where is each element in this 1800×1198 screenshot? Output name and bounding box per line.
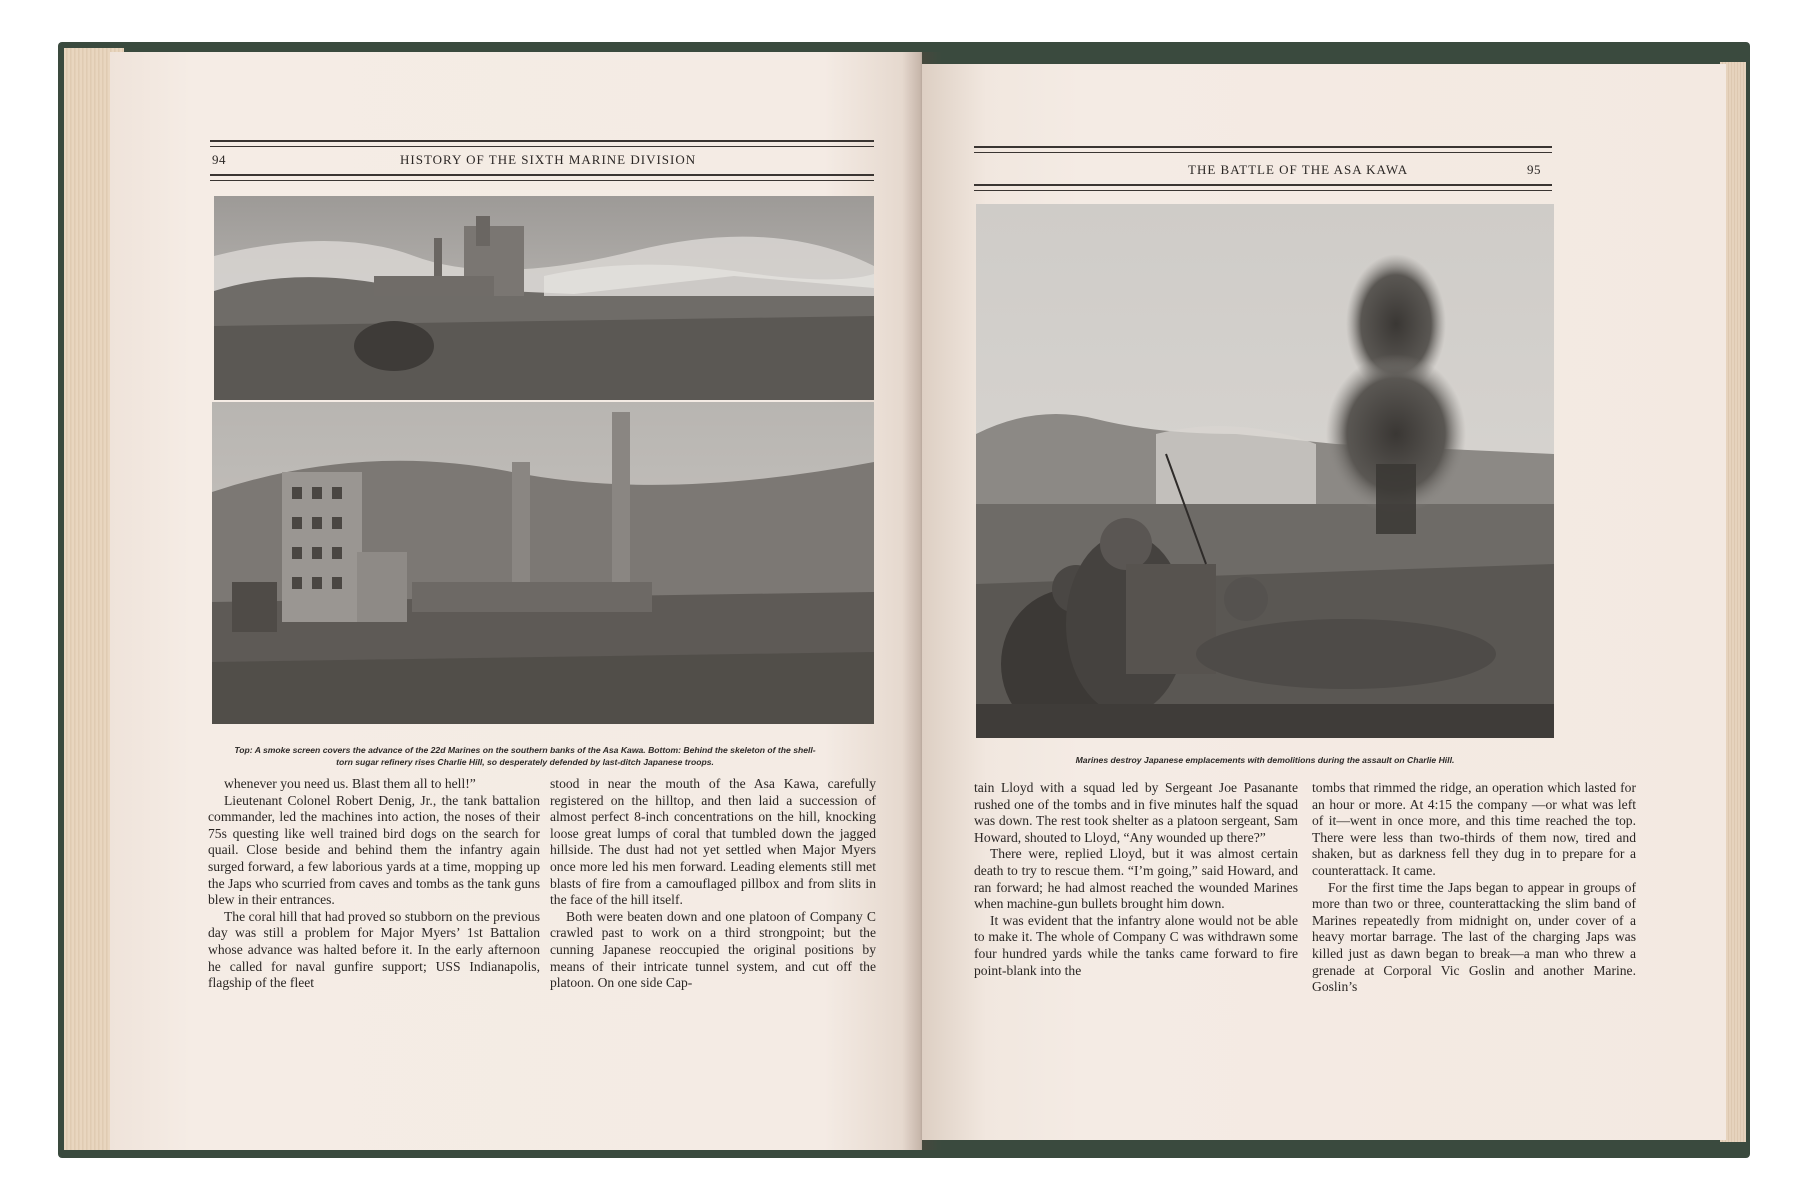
header-rule-top bbox=[974, 146, 1552, 153]
paragraph: tain Lloyd with a squad led by Sergeant Joe Pasanante rushed one of the tombs and in five minutes half the squad was down. The rest took shelter as a platoon sergeant, Sam Howard, shouted to Lloyd, “Any wounded up there?” bbox=[974, 780, 1298, 845]
page-number: 95 bbox=[1527, 162, 1541, 177]
right-page bbox=[922, 64, 1726, 1140]
paragraph: The coral hill that had proved so stubborn on the previous day was still a problem for Major Myers’ 1st Battalion whose advance was halted before it. In the early afternoon he called for naval gunfire support; USS Indianapolis, flagship of the fleet bbox=[208, 908, 540, 991]
photo-caption bbox=[170, 744, 880, 768]
header-rule-top bbox=[210, 140, 874, 147]
paragraph: For the first time the Japs began to appear in groups of more than two or three, counterattacking the slim band of Marines repeatedly from midnight on, under cover of a heavy mortar barrage. The last of the charging Japs was killed just as dawn began to break—a man who threw a grenade at Corporal Vic Goslin and another Marine. Goslin’s bbox=[1312, 879, 1636, 995]
left-page bbox=[110, 52, 922, 1150]
demolition-photo bbox=[976, 204, 1554, 738]
text-column-2 bbox=[550, 776, 876, 992]
photo-caption: Marines destroy Japanese emplacements with demolitions during the assault on Charlie Hill. bbox=[1075, 755, 1455, 765]
paragraph: There were, replied Lloyd, but it was almost certain death to try to rescue them. “I’m going,” said Howard, and ran forward; he had almost reached the wounded Marines when machine-gun bullets brought him down. bbox=[974, 846, 1298, 912]
text-column-2 bbox=[1312, 780, 1636, 996]
page-number: 94 bbox=[212, 152, 226, 167]
header-rule-bottom bbox=[974, 184, 1552, 191]
running-head: HISTORY OF THE SIXTH MARINE DIVISION bbox=[400, 152, 697, 167]
text-column-1 bbox=[208, 776, 540, 992]
photo-caption-line-2: torn sugar refinery rises Charlie Hill, so desperately defended by last-ditch Japanese troops. bbox=[336, 757, 714, 767]
paragraph: Lieutenant Colonel Robert Denig, Jr., the tank battalion commander, led the machines into action, the noses of their 75s questing like well trained bird dogs on the search for quail. Close beside and behind them the infantry again surged forward, a few laborious yards at a time, mopping up the Japs who scurried from caves and tombs as the tank guns blew in their entrances. bbox=[208, 792, 540, 908]
paragraph: stood in near the mouth of the Asa Kawa, carefully registered on the hilltop, and then laid a succession of almost perfect 8-inch concentrations on the hill, knocking loose great lumps of coral that tumbled down the jagged hillside. The dust had not yet settled when Major Myers once more led his men forward. Leading elements still met blasts of fire from a camouflaged pillbox and from slits in the face of the hill itself. bbox=[550, 776, 876, 908]
paragraph: It was evident that the infantry alone would not be able to make it. The whole of Company C was withdrawn some four hundred yards while the tanks came forward to fire point-blank into the bbox=[974, 912, 1298, 978]
running-head: THE BATTLE OF THE ASA KAWA bbox=[1188, 162, 1409, 177]
paragraph: whenever you need us. Blast them all to hell!” bbox=[224, 776, 476, 791]
refinery-ruins-photo bbox=[212, 402, 874, 724]
paragraph: tombs that rimmed the ridge, an operation which lasted for an hour or more. At 4:15 the company —or what was left of it—went in once more, and this time reached the top. There were less than two-thirds of them now, tired and shaken, but as darkness fell they dug in to prepare for a counterattack. It came. bbox=[1312, 780, 1636, 878]
paragraph: Both were beaten down and one platoon of Company C crawled past to work on a third strongpoint; but the cunning Japanese reoccupied the original positions by means of their intricate tunnel system, and cut off the platoon. On one side Cap- bbox=[550, 908, 876, 991]
header-rule-bottom bbox=[210, 174, 874, 181]
photo-caption-line-1: Top: A smoke screen covers the advance of the 22d Marines on the southern banks of the Asa Kawa. Bottom: Behind the skeleton of the shell- bbox=[234, 745, 816, 755]
text-column-1 bbox=[974, 780, 1298, 979]
smoke-screen-photo bbox=[214, 196, 874, 400]
